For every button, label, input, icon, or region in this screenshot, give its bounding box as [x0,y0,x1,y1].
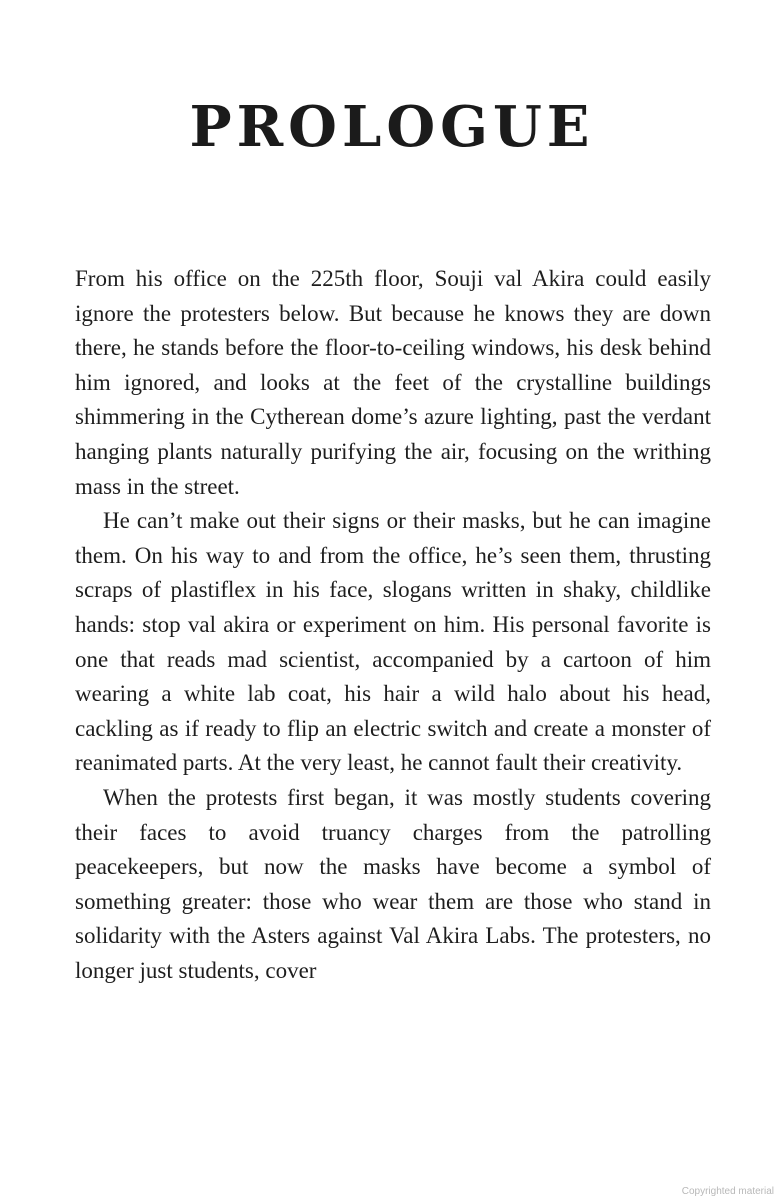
copyright-watermark: Copyrighted material [681,1186,774,1197]
paragraph: From his office on the 225th floor, Souji val Akira could easily ignore the protesters below. But because he knows they are down there, he stands before the floor-to-ceiling windows, his desk behind him ignored, and looks at the feet of the crystalline buildings shimmering in the Cytherean dome’s azure lighting, past the verdant hanging plants naturally purifying the air, focusing on the writhing mass in the street. [75,266,711,499]
page-title: PROLOGUE [189,94,595,160]
paragraph: He can’t make out their signs or their masks, but he can imagine them. On his way to and from the office, he’s seen them, thrusting scraps of plastiflex in his face, slogans written in shaky, childlike hands: stop val akira or experiment on him. His personal favorite is one that reads mad scientist, accompanied by a cartoon of him wearing a white lab coat, his hair a wild halo about his head, cackling as if ready to flip an electric switch and create a monster of reanimated parts. At the very least, he cannot fault their creativity. [75,508,711,776]
body-text [75,262,711,988]
paragraph: When the protests first began, it was mostly students covering their faces to avoid truancy charges from the patrolling peacekeepers, but now the masks have become a symbol of something greater: those who wear them are those who stand in solidarity with the Asters against Val Akira Labs. The protesters, no longer just students, cover [75,784,711,983]
